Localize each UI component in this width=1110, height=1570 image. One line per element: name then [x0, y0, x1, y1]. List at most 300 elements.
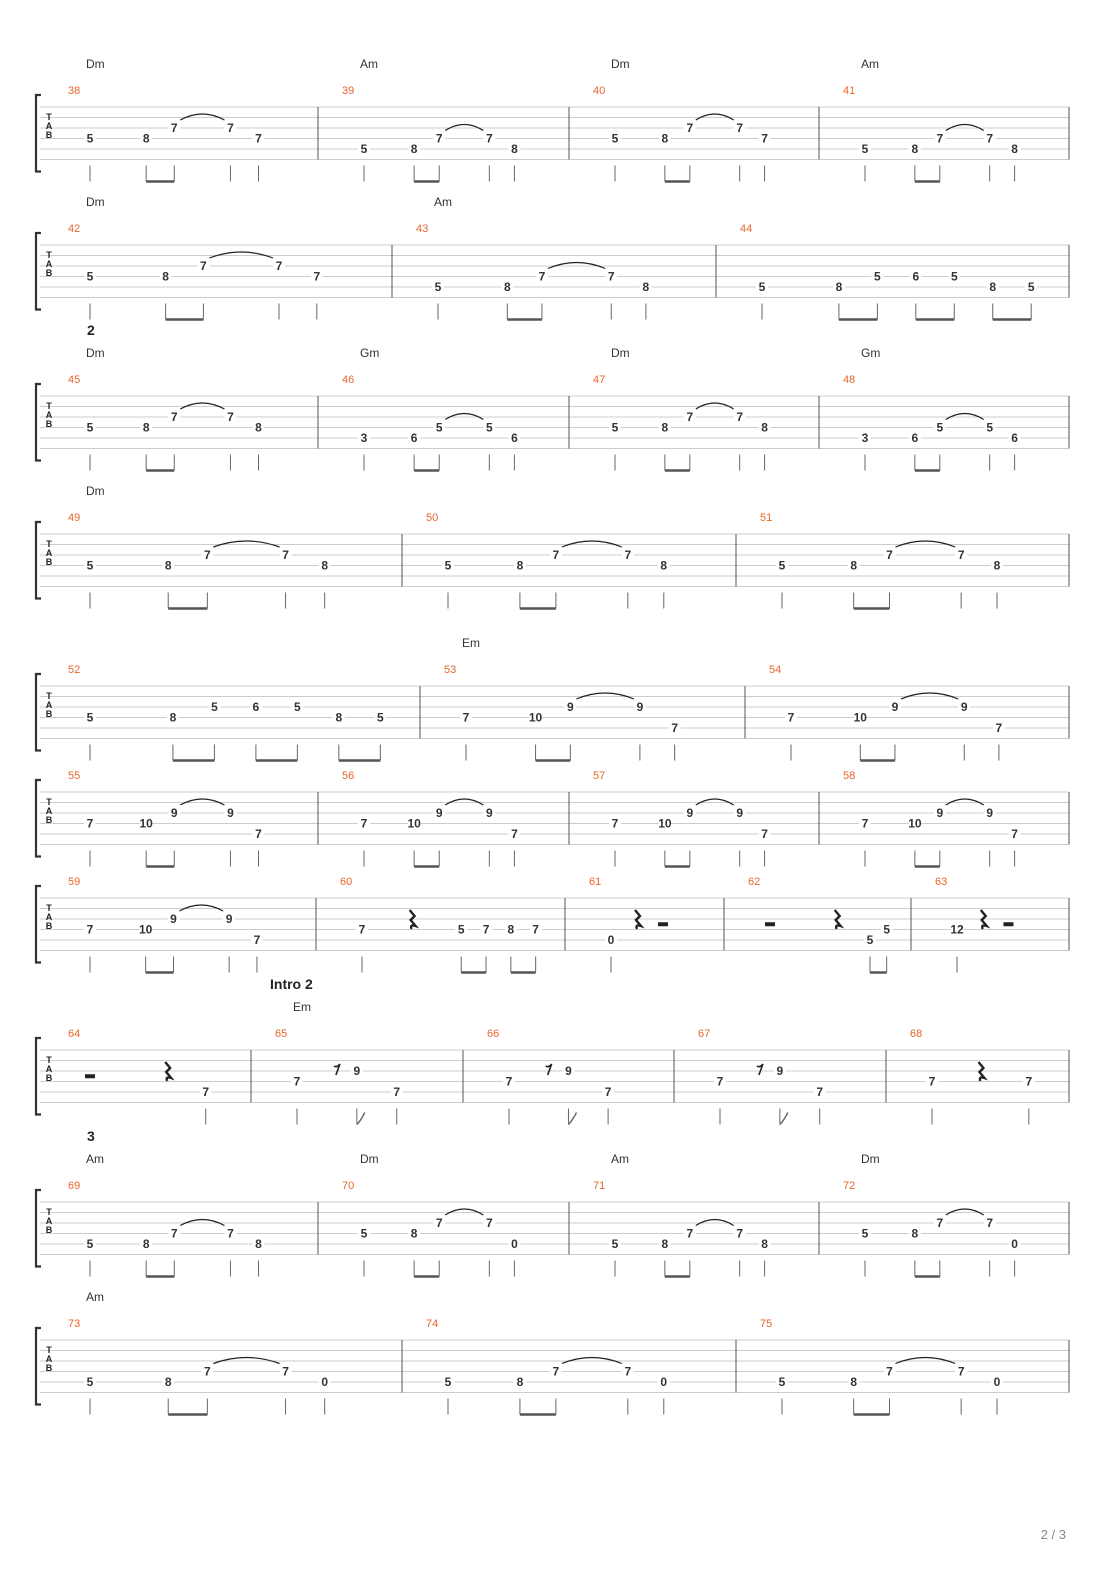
fret-number: 6 [410, 431, 418, 445]
system-bracket [36, 522, 41, 599]
tab-clef-letter: A [45, 410, 53, 420]
fret-number: 7 [255, 827, 262, 841]
eighth-rest [334, 1064, 340, 1075]
measure [444, 636, 745, 761]
measure [68, 1152, 318, 1277]
chord-name: Am [86, 1290, 104, 1304]
fret-number: 7 [936, 131, 944, 146]
measure [68, 1028, 251, 1125]
fret-number: 8 [503, 280, 511, 294]
measure-number: 45 [68, 374, 81, 386]
fret-number: 8 [169, 710, 177, 725]
tab-clef-letter: A [45, 806, 53, 816]
fret-number: 7 [611, 816, 619, 831]
measure-number: 47 [593, 374, 606, 386]
fret-number: 7 [886, 1364, 893, 1379]
measure [340, 876, 565, 973]
tab-clef-letter: B [45, 815, 53, 825]
fret-number: 8 [516, 1375, 524, 1389]
measure-number: 68 [910, 1028, 923, 1040]
measure [760, 512, 1069, 609]
fret-number: 5 [866, 933, 874, 947]
fret-number: 5 [778, 1375, 786, 1389]
measure-number: 54 [769, 664, 782, 676]
measure-number: 41 [843, 85, 856, 97]
tab-system [36, 195, 1069, 320]
fret-number: 8 [335, 710, 343, 725]
fret-number: 5 [86, 269, 94, 284]
chord-name: Dm [360, 1152, 379, 1166]
measure [910, 1028, 1069, 1125]
fret-number: 8 [162, 269, 169, 284]
fret-number: 7 [435, 1216, 443, 1230]
fret-number: 7 [170, 410, 178, 424]
fret-number: 5 [86, 1237, 94, 1251]
tab-system [36, 770, 1069, 867]
measure [426, 1318, 736, 1415]
measure [843, 57, 1069, 182]
note-flag [357, 1113, 365, 1125]
tab-clef-letter: T [46, 1207, 52, 1217]
tab-system [36, 322, 1069, 471]
fret-number: 7 [203, 1364, 211, 1379]
fret-number: 7 [435, 131, 443, 146]
fret-number: 5 [486, 420, 493, 435]
fret-number: 8 [642, 280, 650, 294]
measure-number: 66 [487, 1028, 500, 1040]
fret-number: 7 [686, 121, 694, 135]
fret-number: 5 [86, 131, 94, 146]
tab-clef-letter: B [45, 1073, 53, 1083]
chord-name: Dm [86, 346, 105, 360]
fret-number: 7 [686, 410, 694, 424]
fret-number: 8 [507, 922, 515, 937]
tab-clef-letter: T [46, 903, 52, 913]
fret-number: 7 [928, 1074, 936, 1089]
fret-number: 10 [138, 922, 153, 937]
measure-number: 40 [593, 85, 606, 97]
system-bracket [36, 780, 41, 857]
fret-number: 7 [462, 710, 470, 725]
fret-number: 12 [950, 922, 964, 937]
measure [593, 57, 819, 182]
tab-clef-letter: T [46, 112, 52, 122]
measure [843, 770, 1069, 867]
fret-number: 3 [861, 431, 869, 445]
fret-number: 5 [444, 558, 452, 573]
fret-number: 7 [393, 1085, 401, 1099]
fret-number: 0 [511, 1237, 518, 1251]
chord-name: Dm [86, 484, 105, 498]
tab-clef-letter: B [45, 1363, 53, 1373]
tab-system [36, 876, 1069, 973]
chord-name: Am [861, 57, 879, 71]
fret-number: 7 [761, 131, 768, 146]
fret-number: 5 [611, 131, 619, 146]
measure [760, 1318, 1069, 1415]
measure-number: 72 [843, 1180, 856, 1192]
measure [843, 346, 1069, 471]
fret-number: 9 [227, 806, 234, 820]
measure [487, 1028, 674, 1125]
fret-number: 7 [227, 410, 234, 424]
fret-number: 5 [211, 700, 218, 714]
fret-number: 5 [360, 142, 368, 156]
measure-number: 44 [740, 223, 753, 235]
fret-number: 7 [671, 721, 679, 735]
measure-number: 67 [698, 1028, 711, 1040]
system-bracket [36, 1038, 41, 1115]
measure [589, 876, 724, 973]
measure [68, 484, 402, 609]
measure [769, 664, 1069, 761]
fret-number: 9 [736, 806, 744, 820]
measure-number: 63 [935, 876, 948, 888]
measure-number: 53 [444, 664, 457, 676]
fret-number: 8 [321, 558, 329, 573]
measure-number: 55 [68, 770, 81, 782]
fret-number: 5 [86, 1375, 94, 1389]
fret-number: 8 [255, 1237, 262, 1251]
fret-number: 10 [528, 710, 543, 725]
tab-clef-letter: A [45, 1354, 53, 1364]
tab-clef-letter: B [45, 921, 53, 931]
fret-number: 7 [624, 548, 632, 562]
chord-name: Em [293, 1000, 311, 1014]
measure-number: 42 [68, 223, 81, 235]
eighth-rest [757, 1064, 763, 1075]
fret-number: 5 [86, 710, 94, 725]
fret-number: 5 [883, 922, 891, 937]
fret-number: 5 [86, 558, 94, 573]
chord-name: Am [86, 1152, 104, 1166]
fret-number: 7 [86, 816, 94, 831]
system-bracket [36, 384, 41, 461]
fret-number: 7 [253, 933, 261, 947]
measure [698, 1028, 886, 1125]
measure [843, 1152, 1069, 1277]
fret-number: 7 [486, 1216, 493, 1230]
tab-clef-letter: B [45, 709, 53, 719]
fret-number: 7 [986, 1216, 994, 1230]
fret-number: 8 [164, 558, 172, 573]
fret-number: 7 [604, 1085, 612, 1099]
tab-clef-letter: T [46, 691, 52, 701]
measure-number: 59 [68, 876, 81, 888]
half-rest [85, 1074, 95, 1078]
measure [68, 195, 392, 320]
fret-number: 0 [660, 1375, 668, 1389]
fret-number: 5 [874, 269, 881, 284]
tab-clef-letter: T [46, 401, 52, 411]
eighth-rest [546, 1064, 552, 1075]
measure-number: 48 [843, 374, 856, 386]
measure [593, 1152, 819, 1277]
tab-clef-letter: A [45, 1216, 53, 1226]
tab-clef-letter: B [45, 130, 53, 140]
fret-number: 10 [407, 816, 421, 831]
fret-number: 7 [86, 922, 94, 937]
fret-number: 8 [761, 1237, 768, 1251]
fret-number: 9 [776, 1064, 784, 1078]
fret-number: 8 [661, 131, 669, 146]
measure [416, 195, 716, 320]
fret-number: 5 [376, 710, 384, 725]
measure-number: 38 [68, 85, 81, 97]
measure-number: 75 [760, 1318, 773, 1330]
tab-clef-letter: B [45, 419, 53, 429]
measure [748, 876, 911, 973]
fret-number: 8 [835, 280, 843, 294]
fret-number: 10 [853, 710, 867, 725]
tab-system [36, 1290, 1069, 1415]
measure-number: 50 [426, 512, 439, 524]
fret-number: 5 [986, 420, 994, 435]
fret-number: 9 [353, 1064, 361, 1078]
fret-number: 7 [170, 121, 178, 135]
fret-number: 7 [282, 1364, 289, 1379]
tab-system [36, 976, 1069, 1125]
measure-number: 62 [748, 876, 761, 888]
fret-number: 5 [611, 420, 619, 435]
tab-system [36, 1128, 1069, 1277]
fret-number: 8 [142, 131, 150, 146]
chord-name: Am [611, 1152, 629, 1166]
measure-number: 52 [68, 664, 81, 676]
system-bracket [36, 1328, 41, 1405]
measure [342, 1152, 569, 1277]
fret-number: 6 [252, 700, 260, 714]
fret-number: 8 [661, 420, 669, 435]
chord-name: Dm [86, 57, 105, 71]
fret-number: 8 [410, 142, 418, 156]
tab-system [36, 57, 1069, 182]
note-flag [568, 1113, 576, 1125]
fret-number: 7 [957, 1364, 965, 1379]
measure [342, 770, 569, 867]
measure-number: 65 [275, 1028, 288, 1040]
fret-number: 7 [816, 1085, 824, 1099]
tab-system [36, 484, 1069, 609]
fret-number: 8 [142, 1237, 150, 1251]
fret-number: 8 [761, 420, 768, 435]
fret-number: 5 [435, 420, 443, 435]
tab-clef-letter: A [45, 912, 53, 922]
measure-number: 71 [593, 1180, 606, 1192]
page-number: 2 / 3 [1040, 1527, 1066, 1542]
fret-number: 8 [164, 1375, 172, 1389]
note-flag [780, 1113, 788, 1125]
fret-number: 9 [486, 806, 493, 820]
fret-number: 7 [607, 269, 615, 284]
tab-clef-letter: A [45, 1064, 53, 1074]
measure-number: 73 [68, 1318, 81, 1330]
section-marker: 2 [87, 322, 95, 338]
fret-number: 7 [227, 1226, 234, 1241]
measure-number: 70 [342, 1180, 355, 1192]
chord-name: Dm [86, 195, 105, 209]
measure [68, 770, 318, 867]
chord-name: Dm [611, 57, 630, 71]
fret-number: 8 [142, 420, 150, 435]
fret-number: 9 [686, 806, 694, 820]
measure-number: 58 [843, 770, 856, 782]
chord-name: Am [434, 195, 452, 209]
measure-number: 56 [342, 770, 355, 782]
tab-clef-letter: A [45, 700, 53, 710]
measure [68, 1290, 402, 1415]
tab-clef-letter: A [45, 548, 53, 558]
fret-number: 8 [1011, 142, 1018, 156]
measure-number: 46 [342, 374, 355, 386]
fret-number: 7 [886, 548, 893, 562]
measure [426, 512, 736, 609]
fret-number: 5 [950, 269, 958, 284]
fret-number: 9 [225, 912, 233, 926]
tab-clef-letter: B [45, 557, 53, 567]
fret-number: 7 [200, 259, 207, 273]
fret-number: 7 [203, 548, 211, 562]
fret-number: 0 [1011, 1237, 1018, 1251]
measure [68, 664, 420, 761]
fret-number: 6 [911, 431, 919, 445]
fret-number: 9 [636, 700, 644, 714]
fret-number: 5 [1027, 280, 1035, 294]
fret-number: 8 [410, 1226, 418, 1241]
measure-number: 60 [340, 876, 353, 888]
fret-number: 0 [321, 1375, 329, 1389]
fret-number: 7 [1011, 827, 1018, 841]
fret-number: 8 [255, 420, 262, 435]
measure [68, 57, 318, 182]
fret-number: 7 [486, 131, 493, 146]
measure-number: 43 [416, 223, 429, 235]
fret-number: 7 [358, 922, 366, 937]
fret-number: 7 [936, 1216, 944, 1230]
fret-number: 7 [736, 121, 744, 135]
chord-name: Em [462, 636, 480, 650]
fret-number: 8 [911, 1226, 919, 1241]
fret-number: 7 [202, 1085, 210, 1099]
fret-number: 6 [511, 431, 518, 445]
measure [740, 223, 1069, 320]
fret-number: 7 [505, 1074, 513, 1089]
fret-number: 7 [787, 710, 795, 725]
measure [342, 346, 569, 471]
system-bracket [36, 674, 41, 751]
fret-number: 7 [360, 816, 368, 831]
fret-number: 8 [516, 558, 524, 573]
fret-number: 5 [778, 558, 786, 573]
fret-number: 6 [912, 269, 920, 284]
fret-number: 7 [861, 816, 869, 831]
fret-number: 10 [908, 816, 922, 831]
section-marker: Intro 2 [270, 976, 313, 992]
measure-number: 51 [760, 512, 773, 524]
tab-clef-letter: T [46, 1345, 52, 1355]
fret-number: 8 [511, 142, 518, 156]
fret-number: 7 [255, 131, 262, 146]
measure-number: 39 [342, 85, 355, 97]
fret-number: 7 [957, 548, 965, 562]
fret-number: 5 [444, 1375, 452, 1389]
fret-number: 5 [936, 420, 944, 435]
fret-number: 7 [686, 1226, 694, 1241]
system-bracket [36, 1190, 41, 1267]
tab-clef-letter: A [45, 259, 53, 269]
fret-number: 8 [660, 558, 668, 573]
fret-number: 0 [607, 933, 615, 947]
fret-number: 7 [761, 827, 768, 841]
fret-number: 9 [170, 806, 178, 820]
fret-number: 7 [538, 269, 546, 284]
measure-number: 57 [593, 770, 606, 782]
measure [68, 346, 318, 471]
fret-number: 5 [360, 1226, 368, 1241]
system-bracket [36, 233, 41, 310]
measure [342, 57, 569, 182]
fret-number: 8 [850, 558, 858, 573]
fret-number: 5 [861, 142, 869, 156]
fret-number: 9 [986, 806, 994, 820]
fret-number: 5 [861, 1226, 869, 1241]
fret-number: 7 [313, 269, 321, 284]
fret-number: 9 [891, 700, 899, 714]
fret-number: 5 [457, 922, 465, 937]
fret-number: 7 [275, 259, 283, 273]
fret-number: 7 [736, 410, 744, 424]
measure-number: 49 [68, 512, 81, 524]
fret-number: 7 [482, 922, 490, 937]
measure-number: 64 [68, 1028, 81, 1040]
fret-number: 9 [565, 1064, 572, 1078]
fret-number: 0 [993, 1375, 1001, 1389]
fret-number: 5 [294, 700, 301, 714]
fret-number: 9 [936, 806, 944, 820]
measure-number: 61 [589, 876, 602, 888]
system-bracket [36, 886, 41, 963]
tab-clef-letter: T [46, 250, 52, 260]
fret-number: 7 [227, 121, 234, 135]
fret-number: 9 [170, 912, 177, 926]
fret-number: 9 [960, 700, 968, 714]
fret-number: 5 [758, 280, 766, 294]
fret-number: 10 [658, 816, 672, 831]
fret-number: 5 [611, 1237, 619, 1251]
measure [275, 1000, 463, 1125]
fret-number: 9 [567, 700, 574, 714]
tab-clef-letter: T [46, 1055, 52, 1065]
fret-number: 8 [993, 558, 1001, 573]
fret-number: 10 [139, 816, 153, 831]
fret-number: 7 [511, 827, 518, 841]
measure [68, 876, 316, 973]
measure [593, 770, 819, 867]
fret-number: 5 [434, 280, 442, 294]
tab-system [36, 636, 1069, 761]
chord-name: Dm [861, 1152, 880, 1166]
fret-number: 7 [293, 1074, 301, 1089]
fret-number: 7 [1025, 1074, 1033, 1089]
half-rest [658, 922, 668, 926]
system-bracket [36, 95, 41, 172]
tab-clef-letter: T [46, 797, 52, 807]
fret-number: 8 [989, 280, 997, 294]
fret-number: 7 [552, 548, 560, 562]
half-rest [765, 922, 775, 926]
fret-number: 7 [170, 1226, 178, 1241]
measure [593, 346, 819, 471]
